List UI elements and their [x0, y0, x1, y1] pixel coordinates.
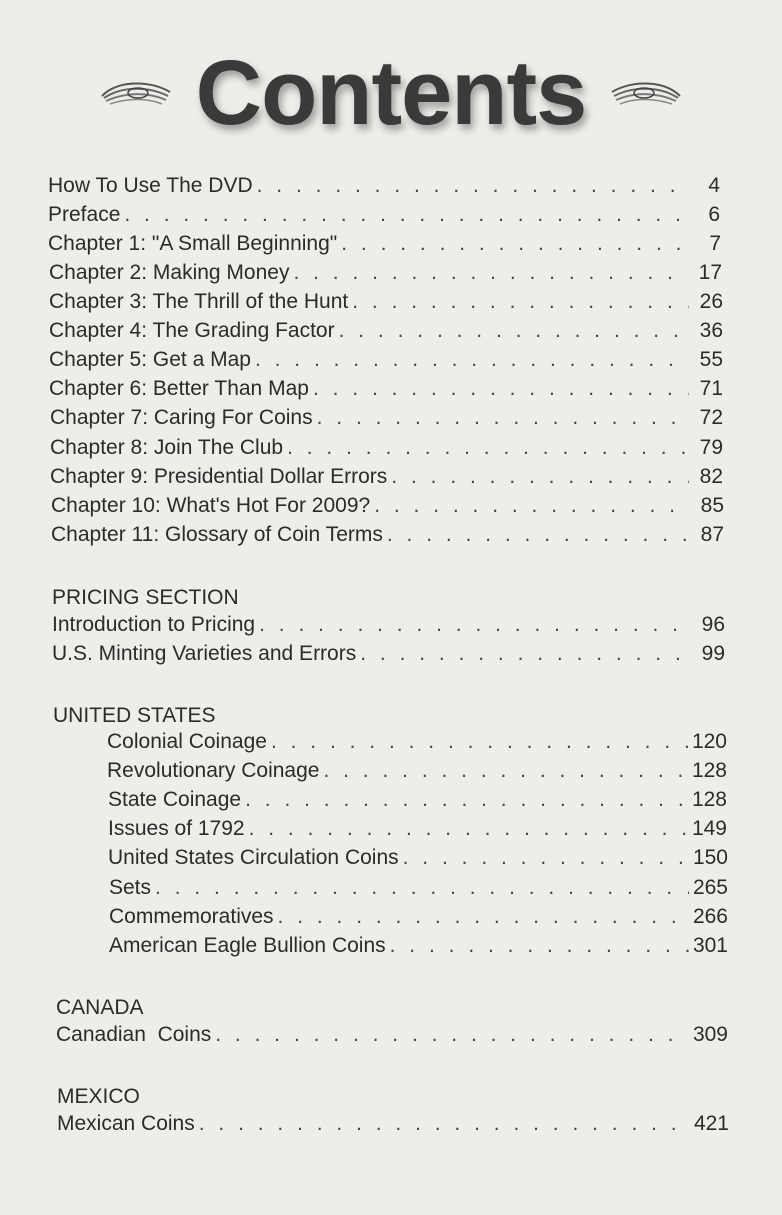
leader-dots [215, 1023, 689, 1047]
toc-entry[interactable] [109, 905, 728, 933]
toc-entry-label: Revolutionary Coinage [107, 759, 320, 782]
toc-entry-label: Commemoratives [109, 905, 274, 928]
toc-entry-page: 36 [699, 319, 723, 342]
toc-entry[interactable] [50, 436, 723, 464]
toc-entry[interactable] [49, 377, 723, 405]
leader-dots [317, 406, 689, 430]
toc-entry-page: 301 [692, 934, 728, 957]
toc-entry-label: U.S. Minting Varieties and Errors [52, 642, 357, 665]
toc-entry-page: 55 [699, 348, 723, 371]
toc-entry-page: 149 [691, 817, 727, 840]
toc-entry-label: Chapter 7: Caring For Coins [50, 406, 313, 429]
toc-entry-label: Chapter 4: The Grading Factor [49, 319, 335, 342]
toc-entry-page: 85 [700, 494, 724, 517]
leader-dots [293, 261, 688, 285]
section-heading-united-states: UNITED STATES [53, 704, 216, 727]
toc-entry-page: 128 [691, 788, 727, 811]
section-heading-pricing: PRICING SECTION [52, 586, 239, 609]
toc-entry[interactable] [108, 846, 728, 874]
toc-entry-label: Chapter 10: What's Hot For 2009? [51, 494, 371, 517]
toc-entry-page: 120 [691, 730, 727, 753]
toc-entry[interactable] [49, 261, 722, 289]
leader-dots [390, 934, 689, 958]
leader-dots [352, 290, 689, 314]
toc-entry-page: 87 [700, 523, 724, 546]
toc-entry-page: 82 [699, 465, 723, 488]
leader-dots [287, 436, 689, 460]
leader-dots [257, 174, 686, 198]
toc-entry-label: Canadian Coins [56, 1023, 212, 1046]
toc-entry-page: 7 [709, 232, 721, 255]
toc-entry-label: Mexican Coins [57, 1112, 195, 1135]
toc-entry-label: Chapter 8: Join The Club [50, 436, 284, 459]
leader-dots [199, 1112, 690, 1136]
toc-entry-label: Sets [109, 876, 152, 899]
toc-entry[interactable] [51, 494, 724, 522]
toc-entry-label: Chapter 3: The Thrill of the Hunt [49, 290, 349, 313]
toc-entry[interactable] [49, 348, 723, 376]
toc-entry-label: Chapter 5: Get a Map [49, 348, 251, 371]
toc-entry[interactable] [107, 759, 727, 787]
toc-entry[interactable] [108, 788, 727, 816]
toc-entry-label: State Coinage [108, 788, 242, 811]
toc-entry-label: American Eagle Bullion Coins [109, 934, 386, 957]
leader-dots [323, 759, 687, 783]
toc-entry-page: 72 [699, 406, 723, 429]
leader-dots [249, 817, 688, 841]
toc-entry-label: United States Circulation Coins [108, 846, 399, 869]
section-heading-canada: CANADA [56, 996, 144, 1019]
leader-dots [313, 377, 689, 401]
toc-entry-page: 71 [699, 377, 723, 400]
toc-entry-label: Introduction to Pricing [52, 613, 256, 636]
toc-entry-page: 96 [701, 613, 725, 636]
title-block [0, 38, 782, 148]
toc-entry-label: Preface [48, 203, 121, 226]
toc-entry-label: Issues of 1792 [108, 817, 245, 840]
leader-dots [271, 730, 688, 754]
leader-dots [387, 523, 690, 547]
leader-dots [391, 465, 689, 489]
leader-dots [278, 905, 689, 929]
toc-entry-page: 6 [708, 203, 720, 226]
toc-entry-page: 128 [691, 759, 727, 782]
toc-entry[interactable] [49, 290, 723, 318]
toc-entry-page: 265 [692, 876, 728, 899]
toc-entry-label: Chapter 2: Making Money [49, 261, 290, 284]
toc-entry-page: 79 [699, 436, 723, 459]
toc-entry[interactable] [108, 817, 727, 845]
toc-entry-label: Colonial Coinage [107, 730, 267, 753]
toc-entry[interactable] [49, 319, 723, 347]
toc-entry[interactable] [52, 613, 725, 641]
leader-dots [155, 876, 689, 900]
toc-entry-label: Chapter 1: "A Small Beginning" [48, 232, 338, 255]
toc-entry[interactable] [48, 174, 720, 202]
toc-entry-label: Chapter 6: Better Than Map [49, 377, 309, 400]
toc-entry[interactable] [50, 465, 723, 493]
leader-dots [374, 494, 690, 518]
toc-entry-page: 17 [698, 261, 722, 284]
toc-entry-label: Chapter 9: Presidential Dollar Errors [50, 465, 388, 488]
toc-entry-label: Chapter 11: Glossary of Coin Terms [51, 523, 383, 546]
toc-entry[interactable] [48, 203, 720, 231]
toc-entry[interactable] [50, 406, 723, 434]
toc-entry[interactable] [109, 876, 728, 904]
leader-dots [341, 232, 687, 256]
toc-entry[interactable] [51, 523, 724, 551]
toc-entry-page: 99 [701, 642, 725, 665]
left-ornament-icon [98, 76, 174, 110]
leader-dots [360, 642, 691, 666]
toc-entry[interactable] [56, 1023, 728, 1051]
toc-entry[interactable] [57, 1112, 729, 1140]
toc-entry-page: 26 [699, 290, 723, 313]
leader-dots [259, 613, 691, 637]
toc-entry[interactable] [52, 642, 725, 670]
toc-entry[interactable] [109, 934, 728, 962]
leader-dots [124, 203, 686, 227]
toc-entry-page: 4 [708, 174, 720, 197]
toc-entry-page: 150 [692, 846, 728, 869]
leader-dots [245, 788, 688, 812]
toc-entry-page: 266 [692, 905, 728, 928]
toc-entry[interactable] [48, 232, 721, 260]
toc-entry-page: 421 [693, 1112, 729, 1135]
right-ornament-icon [608, 76, 684, 110]
leader-dots [339, 319, 689, 343]
leader-dots [255, 348, 689, 372]
page-title: Contents [195, 41, 587, 144]
section-heading-mexico: MEXICO [57, 1085, 140, 1108]
toc-entry-page: 309 [692, 1023, 728, 1046]
toc-entry[interactable] [107, 730, 727, 758]
toc-entry-label: How To Use The DVD [48, 174, 253, 197]
leader-dots [403, 846, 689, 870]
